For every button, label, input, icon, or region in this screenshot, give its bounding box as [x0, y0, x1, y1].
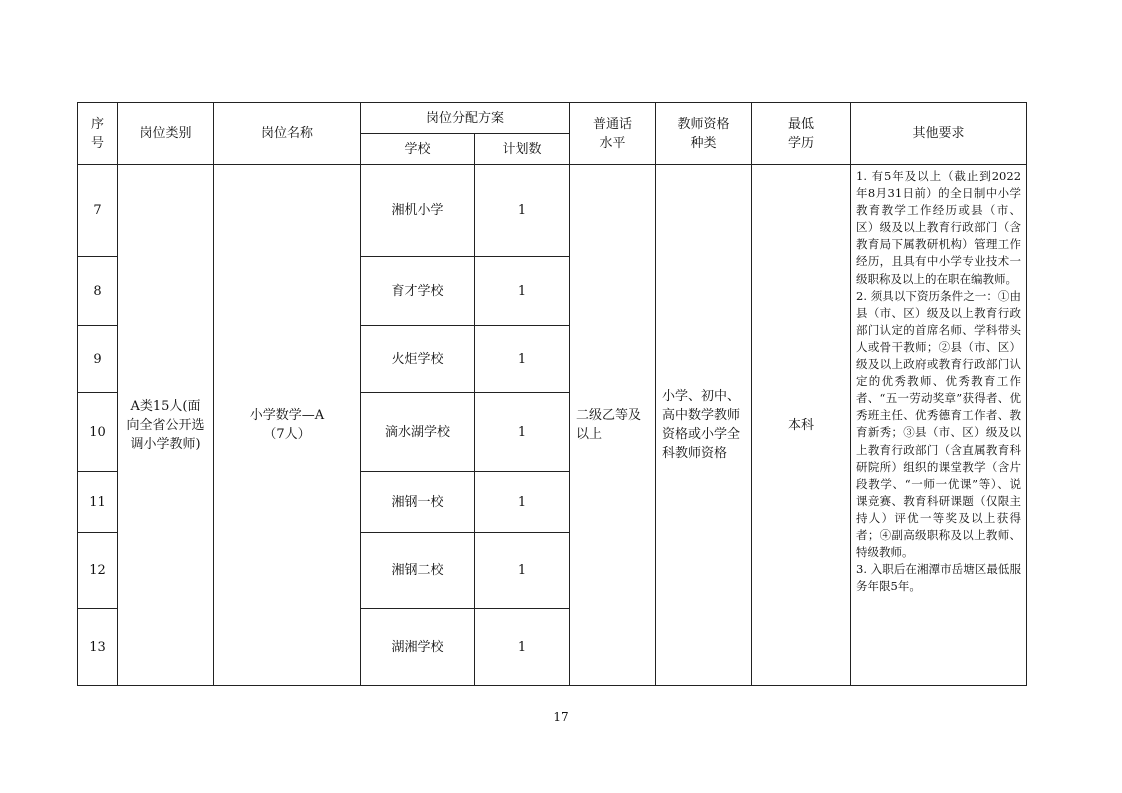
- header-mandarin: 普通话水平: [570, 103, 656, 165]
- cell-school: 火炬学校: [361, 326, 475, 393]
- cell-school: 湘钢一校: [361, 472, 475, 533]
- header-min-edu: 最低学历: [752, 103, 851, 165]
- cell-seq: 13: [78, 609, 118, 686]
- cell-school: 滴水湖学校: [361, 393, 475, 472]
- cell-count: 1: [475, 165, 570, 257]
- cell-count: 1: [475, 326, 570, 393]
- header-plan-count: 计划数: [475, 134, 570, 165]
- cell-school: 湘钢二校: [361, 533, 475, 609]
- cell-count: 1: [475, 257, 570, 326]
- header-category: 岗位类别: [118, 103, 214, 165]
- header-other: 其他要求: [851, 103, 1027, 165]
- table-row: [78, 165, 1027, 257]
- cell-seq: 10: [78, 393, 118, 472]
- cell-school: 湖湘学校: [361, 609, 475, 686]
- cell-count: 1: [475, 393, 570, 472]
- recruitment-table: [77, 102, 1027, 686]
- cell-count: 1: [475, 533, 570, 609]
- cell-mandarin: 二级乙等及以上: [570, 165, 656, 686]
- header-seq: 序号: [78, 103, 118, 165]
- header-allocation: 岗位分配方案: [361, 103, 570, 134]
- cell-teacher-cert: 小学、初中、高中数学教师资格或小学全科教师资格: [656, 165, 752, 686]
- cell-seq: 8: [78, 257, 118, 326]
- cell-count: 1: [475, 472, 570, 533]
- cell-min-edu: 本科: [752, 165, 851, 686]
- cell-count: 1: [475, 609, 570, 686]
- page-number: 17: [553, 710, 569, 724]
- cell-school: 育才学校: [361, 257, 475, 326]
- cell-position-name: [214, 165, 361, 686]
- position-name-line1: 小学数学—A: [249, 408, 325, 423]
- requirement-3: 3. 入职后在湘潭市岳塘区最低服务年限5年。: [856, 562, 1022, 594]
- cell-seq: 7: [78, 165, 118, 257]
- cell-seq: 12: [78, 533, 118, 609]
- requirement-2: 2. 须具以下资历条件之一：①由县（市、区）级及以上教育行政部门认定的首席名师、学科带头人或骨干教师；②县（市、区）级及以上政府或教育行政部门认定的优秀教师、优秀教育工作者、“五一劳动奖章”获得者、优秀班主任、优秀德育工作者、教育新秀；③县（市、区）级及以上教育行政部门（含直属教育科研院所）组织的课堂教学（含片段教学、“一师一优课”等）、说课竞赛、教育科研课题（仅限主持人）评优一等奖及以上获得者；④副高级职称及以上教师、特级教师。: [856, 288, 1022, 560]
- position-name-line2: （7人）: [263, 427, 311, 442]
- header-teacher-cert: 教师资格种类: [656, 103, 752, 165]
- cell-seq: 11: [78, 472, 118, 533]
- cell-other-requirements: [851, 165, 1027, 686]
- cell-category: A类15人(面向全省公开选调小学教师): [118, 165, 214, 686]
- header-position-name: 岗位名称: [214, 103, 361, 165]
- cell-seq: 9: [78, 326, 118, 393]
- header-school: 学校: [361, 134, 475, 165]
- requirement-1: 1. 有5年及以上（截止到2022年8月31日前）的全日制中小学教育教学工作经历或县（市、区）级及以上教育行政部门（含教育局下属教研机构）管理工作经历，且具有中小学专业技术一级职称及以上的在职在编教师。: [856, 169, 1022, 286]
- cell-school: 湘机小学: [361, 165, 475, 257]
